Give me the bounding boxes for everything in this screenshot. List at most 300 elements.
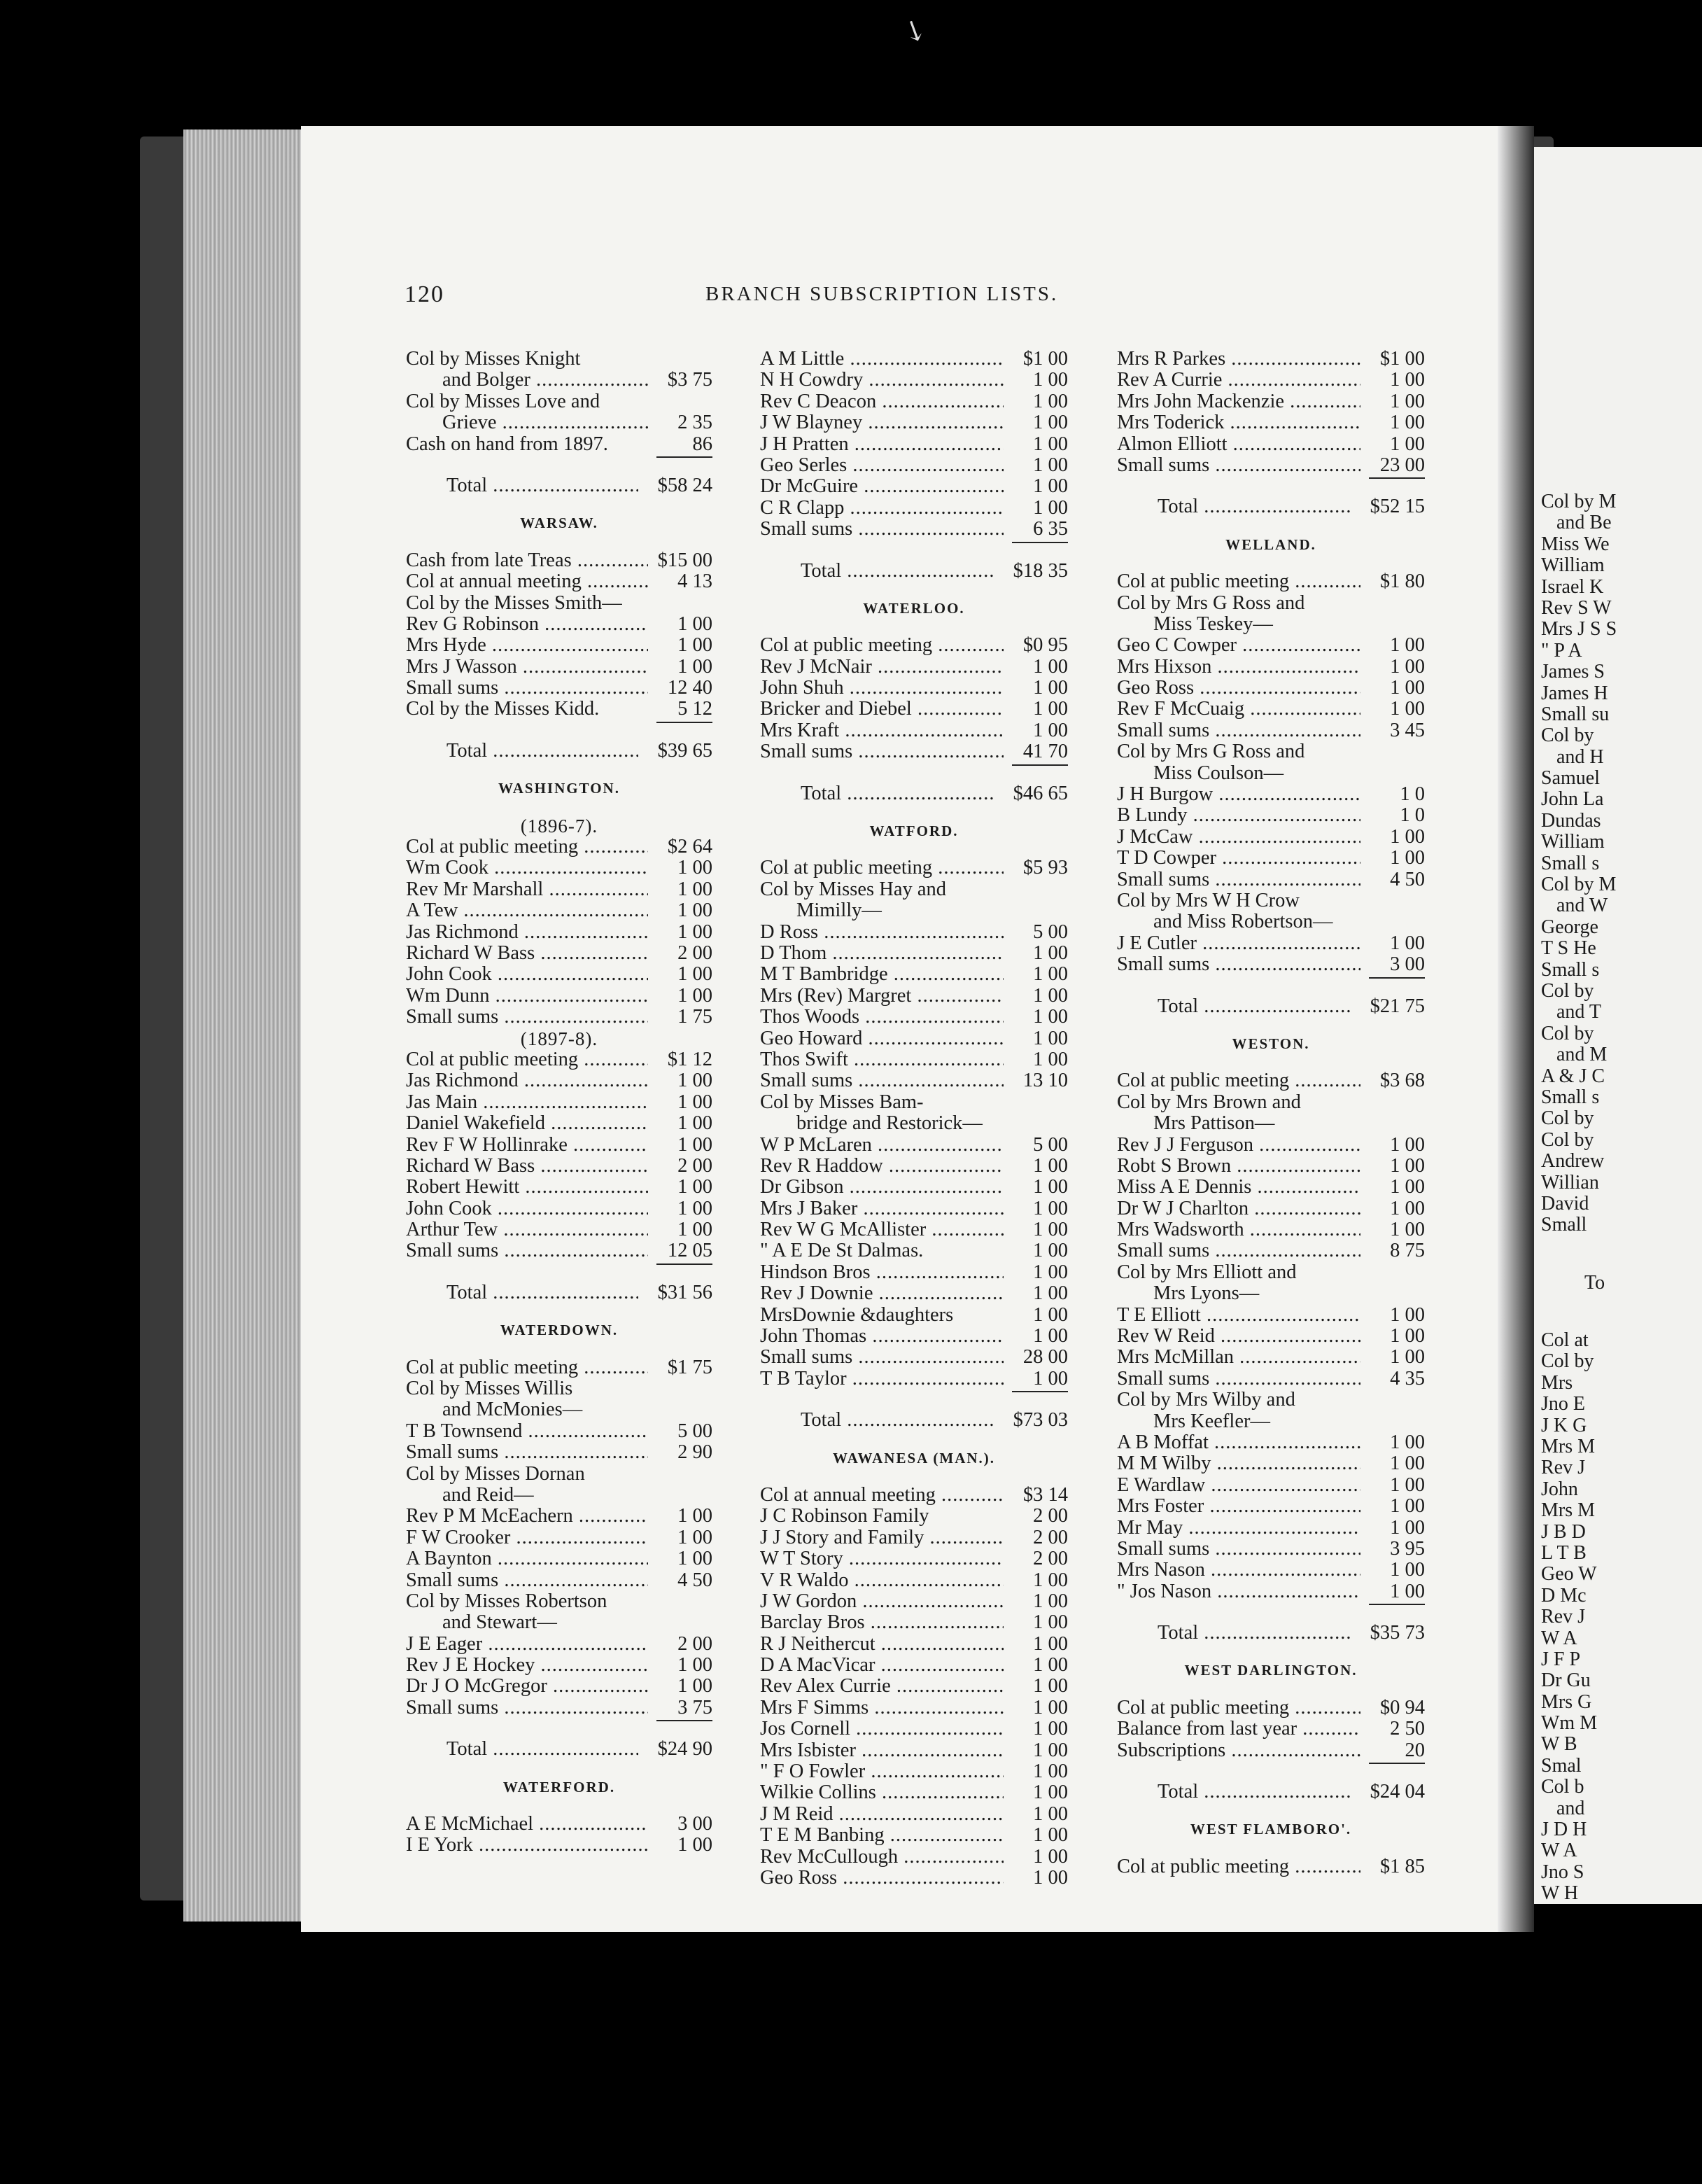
fragment-line: and Be: [1556, 512, 1612, 534]
list-entry: [760, 1070, 1068, 1091]
fragment-line: J F P: [1541, 1648, 1581, 1670]
total-rule: [1117, 1602, 1425, 1606]
entry-name: Mrs Keefler—: [1153, 1410, 1270, 1432]
entry-name: Col at public meeting .....: [406, 1049, 648, 1070]
entry-name: Col at public meeting .....: [406, 836, 648, 858]
entry-name: Col by Misses Knight: [406, 349, 581, 370]
list-entry: [1117, 678, 1425, 699]
fragment-line: Small s: [1541, 1086, 1600, 1108]
entry-name: N H Cowdry .....: [760, 370, 1004, 391]
entry-amount: 1 00: [677, 1176, 712, 1198]
section-gap: [1117, 1017, 1425, 1033]
entry-name: John Shuh .....: [760, 678, 1004, 699]
entry-name: Wm Dunn .....: [406, 986, 648, 1007]
list-entry: [1117, 699, 1425, 720]
entry-amount: 1 00: [1390, 847, 1425, 869]
entry-name: Subscriptions .....: [1117, 1740, 1360, 1761]
fragment-line: [1541, 1294, 1617, 1330]
entry-amount: 1 00: [1033, 1675, 1068, 1698]
entry-amount: 1 00: [1390, 1474, 1425, 1496]
fragment-line: Col by: [1541, 979, 1594, 1002]
entry-amount: 1 00: [1033, 1782, 1068, 1804]
entry-amount: $1 12: [667, 1048, 712, 1070]
entry-amount: $21 75: [1370, 995, 1425, 1017]
entry-amount: $3 68: [1379, 1070, 1425, 1092]
entry-name: Col at public meeting .....: [1117, 571, 1360, 592]
entry-amount: 1 00: [1390, 412, 1425, 434]
list-entry: [406, 964, 712, 985]
entry-name: Miss Coulson—: [1153, 762, 1284, 784]
entry-name: Dr Gibson .....: [760, 1177, 1004, 1198]
total-row: [1117, 496, 1425, 517]
entry-amount: 1 00: [677, 1526, 712, 1548]
entry-name: John Cook .....: [406, 964, 648, 985]
fragment-line: Israel K: [1541, 575, 1604, 598]
entry-amount: 8 75: [1390, 1240, 1425, 1262]
entry-amount: $1 75: [667, 1356, 712, 1378]
entry-name: Miss Teskey—: [1153, 613, 1273, 635]
total-gap: [760, 1394, 1068, 1410]
entry-amount: 5 00: [677, 1420, 712, 1442]
entry-name: Col by Mrs Elliott and: [1117, 1261, 1297, 1283]
entry-name: Total .....: [446, 741, 638, 762]
entry-amount: 1 00: [677, 612, 712, 635]
page-number: 120: [405, 281, 444, 307]
total-gap: [406, 1266, 712, 1282]
total-gap: [1117, 980, 1425, 996]
list-entry-continuation: [406, 1485, 712, 1506]
entry-amount: 1 00: [677, 878, 712, 900]
list-entry: [1117, 1518, 1425, 1539]
entry-amount: 1 00: [1033, 1261, 1068, 1283]
entry-amount: 1 00: [1390, 825, 1425, 848]
fragment-line: and M: [1556, 1044, 1608, 1066]
entry-name: Small sums .....: [1117, 1539, 1360, 1560]
entry-name: and Reid—: [442, 1484, 534, 1506]
entry-name: Thos Woods .....: [760, 1007, 1004, 1028]
list-entry: [760, 657, 1068, 678]
section-gap: [760, 619, 1068, 635]
entry-amount: 2 00: [677, 1154, 712, 1177]
entry-name: Dr W J Charlton .....: [1117, 1198, 1360, 1219]
entry-name: Col by Mrs G Ross and: [1117, 741, 1305, 763]
entry-amount: 1 00: [1033, 1867, 1068, 1889]
list-entry: [1117, 1135, 1425, 1156]
entry-name: D Thom .....: [760, 943, 1004, 964]
entry-name: D A MacVicar .....: [760, 1655, 1004, 1676]
list-entry: [406, 1049, 712, 1070]
list-entry: [1117, 1305, 1425, 1326]
entry-name: Col at public meeting .....: [1117, 1070, 1360, 1091]
entry-amount: 1 00: [1033, 941, 1068, 964]
list-entry: [760, 1740, 1068, 1761]
fragment-line: Geo W: [1541, 1563, 1597, 1586]
entry-amount: 4 35: [1390, 1367, 1425, 1390]
list-entry-continuation: [1117, 1113, 1425, 1134]
section-heading: WASHINGTON.: [498, 780, 620, 797]
fragment-line: Smal: [1541, 1754, 1582, 1777]
total-rule: [1117, 976, 1425, 980]
section-gap: [406, 1798, 712, 1814]
entry-name: Small sums .....: [406, 678, 648, 699]
entry-name: Mrs Wadsworth .....: [1117, 1219, 1360, 1240]
list-entry: [406, 635, 712, 656]
entry-name: and Bolger .....: [442, 370, 648, 391]
list-entry: [760, 741, 1068, 762]
entry-amount: 86: [692, 433, 712, 455]
total-rule: [406, 455, 712, 459]
list-entry: [1117, 1856, 1425, 1877]
entry-name: Total .....: [1158, 496, 1351, 517]
fragment-line: and H: [1556, 746, 1604, 768]
section-gap: [406, 496, 712, 512]
list-entry: [760, 1782, 1068, 1803]
entry-name: " A E De St Dalmas.: [760, 1240, 924, 1262]
entry-name: Rev R Haddow .....: [760, 1156, 1004, 1177]
fragment-line: Miss We: [1541, 533, 1610, 555]
entry-amount: $0 94: [1379, 1696, 1425, 1718]
entry-name: D Ross .....: [760, 922, 1004, 943]
entry-amount: 1 00: [1390, 1431, 1425, 1453]
entry-name: Rev Mr Marshall .....: [406, 879, 648, 900]
entry-amount: 1 00: [677, 655, 712, 678]
list-entry: [1117, 412, 1425, 433]
list-entry: [1117, 1496, 1425, 1517]
total-rule: [1117, 1761, 1425, 1765]
fragment-line: Col by: [1541, 724, 1594, 747]
total-gap: [406, 1723, 712, 1739]
list-entry: [406, 1156, 712, 1177]
list-entry: [1117, 1718, 1425, 1740]
fragment-line: Col by: [1541, 1128, 1594, 1151]
entry-name: Arthur Tew .....: [406, 1219, 648, 1240]
fragment-line: William: [1541, 554, 1605, 577]
entry-name: Total .....: [801, 561, 994, 582]
entry-name: Mrs Hixson .....: [1117, 657, 1360, 678]
entry-amount: 41 70: [1022, 741, 1068, 763]
total-rule: [760, 1390, 1068, 1394]
entry-name: Col by Misses Love and: [406, 391, 600, 412]
entry-name: Rev Alex Currie .....: [760, 1676, 1004, 1697]
fragment-line: Col at: [1541, 1329, 1589, 1352]
entry-amount: $24 04: [1370, 1781, 1425, 1803]
list-entry: [760, 1368, 1068, 1390]
list-entry: [760, 1283, 1068, 1304]
entry-amount: 1 00: [1033, 1802, 1068, 1825]
list-entry: [406, 1570, 712, 1591]
entry-amount: 3 45: [1390, 719, 1425, 741]
list-entry: [1117, 657, 1425, 678]
list-entry-continuation: [760, 1113, 1068, 1134]
list-entry: [406, 1198, 712, 1219]
fragment-line: Mrs M: [1541, 1499, 1596, 1522]
entry-amount: 2 90: [677, 1441, 712, 1464]
total-rule: [406, 1718, 712, 1723]
entry-name: Rev F McCuaig .....: [1117, 699, 1360, 720]
entry-name: Mrs Pattison—: [1153, 1113, 1275, 1135]
entry-name: Richard W Bass .....: [406, 1156, 648, 1177]
entry-amount: 1 00: [1033, 1197, 1068, 1219]
fragment-line: John: [1541, 1478, 1578, 1500]
section-heading: WAWANESA (MAN.).: [832, 1449, 996, 1466]
list-entry: [760, 455, 1068, 476]
list-entry: [1117, 1581, 1425, 1602]
list-entry: [1117, 805, 1425, 826]
entry-name: Rev J McNair .....: [760, 657, 1004, 678]
total-gap: [1117, 480, 1425, 496]
list-entry: [406, 986, 712, 1007]
fragment-line: Small: [1541, 1214, 1587, 1236]
entry-amount: 2 35: [677, 412, 712, 434]
entry-amount: 1 00: [1033, 1219, 1068, 1241]
entry-name: M M Wilby .....: [1117, 1453, 1360, 1474]
fragment-line: Dundas: [1541, 809, 1601, 832]
fragment-line: David: [1541, 1192, 1589, 1214]
entry-name: Richard W Bass .....: [406, 943, 648, 964]
entry-name: Rev J E Hockey .....: [406, 1655, 648, 1676]
entry-name: Rev J Downie .....: [760, 1283, 1004, 1304]
list-entry: [406, 1135, 712, 1156]
list-entry: [760, 349, 1068, 370]
list-entry: [760, 879, 1068, 900]
fragment-line: Small s: [1541, 852, 1600, 874]
list-entry: [406, 1421, 712, 1442]
fragment-line: D Mc: [1541, 1584, 1587, 1606]
list-entry-continuation: [406, 370, 712, 391]
entry-amount: 3 95: [1390, 1537, 1425, 1560]
entry-name: Mrs Toderick .....: [1117, 412, 1360, 433]
entry-name: MrsDownie &daughters: [760, 1304, 954, 1326]
section-heading: WATERLOO.: [863, 599, 965, 617]
entry-name: Rev J J Ferguson .....: [1117, 1135, 1360, 1156]
entry-amount: 1 00: [1390, 1325, 1425, 1348]
column-3: [1117, 349, 1425, 1877]
entry-amount: 1 00: [677, 857, 712, 879]
entry-name: Mrs Isbister .....: [760, 1740, 1004, 1761]
list-entry: [1117, 1368, 1425, 1390]
entry-amount: 1 00: [1390, 1154, 1425, 1177]
entry-amount: $1 00: [1022, 348, 1068, 370]
entry-name: Col at public meeting .....: [760, 858, 1004, 878]
entry-amount: 1 00: [677, 1219, 712, 1241]
list-entry: [760, 1698, 1068, 1718]
entry-amount: 23 00: [1379, 454, 1425, 476]
entry-amount: 1 00: [1390, 932, 1425, 954]
entry-amount: 2 00: [677, 941, 712, 964]
list-entry: [1117, 1092, 1425, 1113]
entry-name: F W Crooker .....: [406, 1527, 648, 1548]
entry-amount: 28 00: [1022, 1346, 1068, 1368]
entry-name: Col by Misses Bam-: [760, 1091, 924, 1113]
entry-name: Geo Ross .....: [1117, 678, 1360, 699]
entry-name: Col by Misses Dornan: [406, 1463, 585, 1485]
entry-amount: 1 00: [677, 1070, 712, 1092]
entry-name: " F O Fowler .....: [760, 1761, 1004, 1782]
list-entry: [406, 1655, 712, 1676]
entry-amount: 1 00: [677, 1654, 712, 1676]
entry-name: Col at annual meeting .....: [406, 571, 648, 592]
entry-amount: 1 00: [1033, 1845, 1068, 1868]
entry-amount: 1 00: [1033, 984, 1068, 1007]
list-entry: [406, 614, 712, 635]
entry-name: Mrs (Rev) Margret .....: [760, 986, 1004, 1007]
list-entry-continuation: [406, 1612, 712, 1633]
fragment-line: " P A: [1541, 639, 1582, 662]
entry-amount: 2 00: [1033, 1548, 1068, 1570]
list-entry: [760, 1326, 1068, 1347]
fragment-line: J B D: [1541, 1520, 1586, 1543]
entry-amount: 5 12: [677, 698, 712, 720]
total-row: [406, 1739, 712, 1760]
list-entry: [406, 943, 712, 964]
list-entry: [1117, 848, 1425, 869]
list-entry: [406, 1506, 712, 1527]
list-entry: [760, 922, 1068, 943]
entry-amount: 1 00: [1033, 1048, 1068, 1070]
entry-name: Daniel Wakefield .....: [406, 1113, 648, 1134]
list-entry: [760, 1156, 1068, 1177]
section-gap: [406, 1303, 712, 1320]
entry-name: Small sums .....: [1117, 720, 1360, 741]
entry-amount: $5 93: [1022, 857, 1068, 879]
list-entry: [406, 1357, 712, 1378]
column-2: [760, 349, 1068, 1889]
list-entry: [406, 349, 712, 370]
list-entry: [1117, 890, 1425, 911]
entry-amount: 1 00: [1390, 1133, 1425, 1156]
entry-amount: 1 00: [677, 1505, 712, 1527]
entry-name: Mrs McMillan .....: [1117, 1347, 1360, 1368]
entry-name: Cash from late Treas .....: [406, 550, 648, 571]
entry-amount: 20: [1405, 1739, 1425, 1761]
entry-name: Miss A E Dennis .....: [1117, 1177, 1360, 1198]
fragment-line: To: [1584, 1271, 1605, 1294]
entry-amount: 1 00: [1033, 1824, 1068, 1847]
list-entry: [406, 434, 712, 455]
entry-name: Total .....: [1158, 1623, 1351, 1644]
total-row: [406, 741, 712, 762]
list-entry: [406, 1007, 712, 1028]
list-entry: [760, 1676, 1068, 1697]
entry-amount: 4 50: [677, 1569, 712, 1591]
entry-name: J McCaw .....: [1117, 827, 1360, 848]
entry-name: and McMonies—: [442, 1399, 583, 1421]
entry-amount: 1 00: [677, 634, 712, 657]
total-row: [760, 1410, 1068, 1431]
list-entry: [760, 1655, 1068, 1676]
fragment-line: and W: [1556, 895, 1608, 917]
list-entry: [1117, 1347, 1425, 1368]
section-gap: [406, 534, 712, 550]
entry-name: Geo Howard .....: [760, 1028, 1004, 1049]
fragment-line: Wm M: [1541, 1712, 1598, 1735]
entry-name: T D Cowper .....: [1117, 848, 1360, 869]
list-entry-continuation: [760, 900, 1068, 921]
entry-name: J C Robinson Family: [760, 1506, 929, 1527]
right-page-fragment: [1541, 491, 1617, 1904]
entry-name: Col by Misses Robertson: [406, 1590, 607, 1612]
entry-name: Col at public meeting .....: [1117, 1856, 1360, 1877]
entry-name: Small sums .....: [1117, 869, 1360, 890]
entry-name: Jas Richmond .....: [406, 922, 648, 943]
entry-name: T B Taylor .....: [760, 1368, 1004, 1390]
entry-amount: 1 00: [1033, 1154, 1068, 1177]
list-entry: [760, 635, 1068, 656]
fragment-line: J K G: [1541, 1414, 1587, 1436]
fragment-line: George: [1541, 916, 1598, 938]
entry-amount: 12 40: [667, 677, 712, 699]
list-entry: [760, 1092, 1068, 1113]
list-entry: [1117, 635, 1425, 656]
column-1: [406, 349, 712, 1856]
total-rule: [760, 763, 1068, 767]
total-row: [760, 561, 1068, 582]
section-gap: [1117, 555, 1425, 571]
fragment-line: W A: [1541, 1627, 1577, 1649]
scan-speck: ↘: [897, 11, 932, 50]
list-entry: [760, 678, 1068, 699]
entry-name: J W Gordon .....: [760, 1591, 1004, 1612]
entry-name: A Tew .....: [406, 900, 648, 921]
entry-amount: 1 00: [1033, 1303, 1068, 1326]
fragment-line: A & J C: [1541, 1065, 1605, 1087]
entry-name: Mrs R Parkes .....: [1117, 349, 1360, 370]
entry-amount: 1 00: [1033, 1006, 1068, 1028]
entry-amount: 1 00: [1390, 1303, 1425, 1326]
entry-amount: 1 00: [1033, 475, 1068, 498]
entry-amount: 2 00: [1033, 1505, 1068, 1527]
list-entry-continuation: [406, 1399, 712, 1420]
entry-name: Wm Cook .....: [406, 858, 648, 878]
list-entry: [760, 1007, 1068, 1028]
list-entry: [406, 1113, 712, 1134]
entry-name: Geo Serles .....: [760, 455, 1004, 476]
entry-name: Total .....: [446, 1282, 638, 1303]
list-entry: [760, 1262, 1068, 1283]
section-heading: WARSAW.: [520, 514, 598, 532]
right-page: [1534, 147, 1702, 1904]
entry-amount: 1 00: [677, 963, 712, 986]
list-entry: [760, 986, 1068, 1007]
list-entry: [1117, 1070, 1425, 1091]
list-entry: [1117, 1240, 1425, 1261]
fragment-line: and: [1556, 1797, 1585, 1819]
list-entry: [760, 720, 1068, 741]
total-gap: [760, 767, 1068, 783]
list-entry: [406, 657, 712, 678]
list-entry: [1117, 1390, 1425, 1410]
entry-amount: 1 00: [1390, 369, 1425, 391]
entry-name: J J Story and Family .....: [760, 1527, 1004, 1548]
running-header: BRANCH SUBSCRIPTION LISTS.: [705, 283, 1059, 305]
entry-amount: 1 00: [1033, 698, 1068, 720]
fragment-line: Small s: [1541, 958, 1600, 981]
total-row: [406, 475, 712, 496]
fragment-line: J D H: [1541, 1819, 1587, 1841]
entry-amount: 1 00: [1033, 719, 1068, 741]
section-gap: [1117, 1054, 1425, 1070]
list-entry-continuation: [1117, 614, 1425, 635]
fragment-line: W B: [1541, 1733, 1577, 1756]
entry-name: Total .....: [801, 1410, 994, 1431]
list-entry: [1117, 1539, 1425, 1560]
entry-name: Small sums .....: [406, 1007, 648, 1028]
list-entry: [1117, 1475, 1425, 1496]
list-entry: [760, 498, 1068, 519]
list-entry: [406, 678, 712, 699]
entry-amount: 5 00: [1033, 1133, 1068, 1156]
entry-amount: 1 00: [1033, 1176, 1068, 1198]
